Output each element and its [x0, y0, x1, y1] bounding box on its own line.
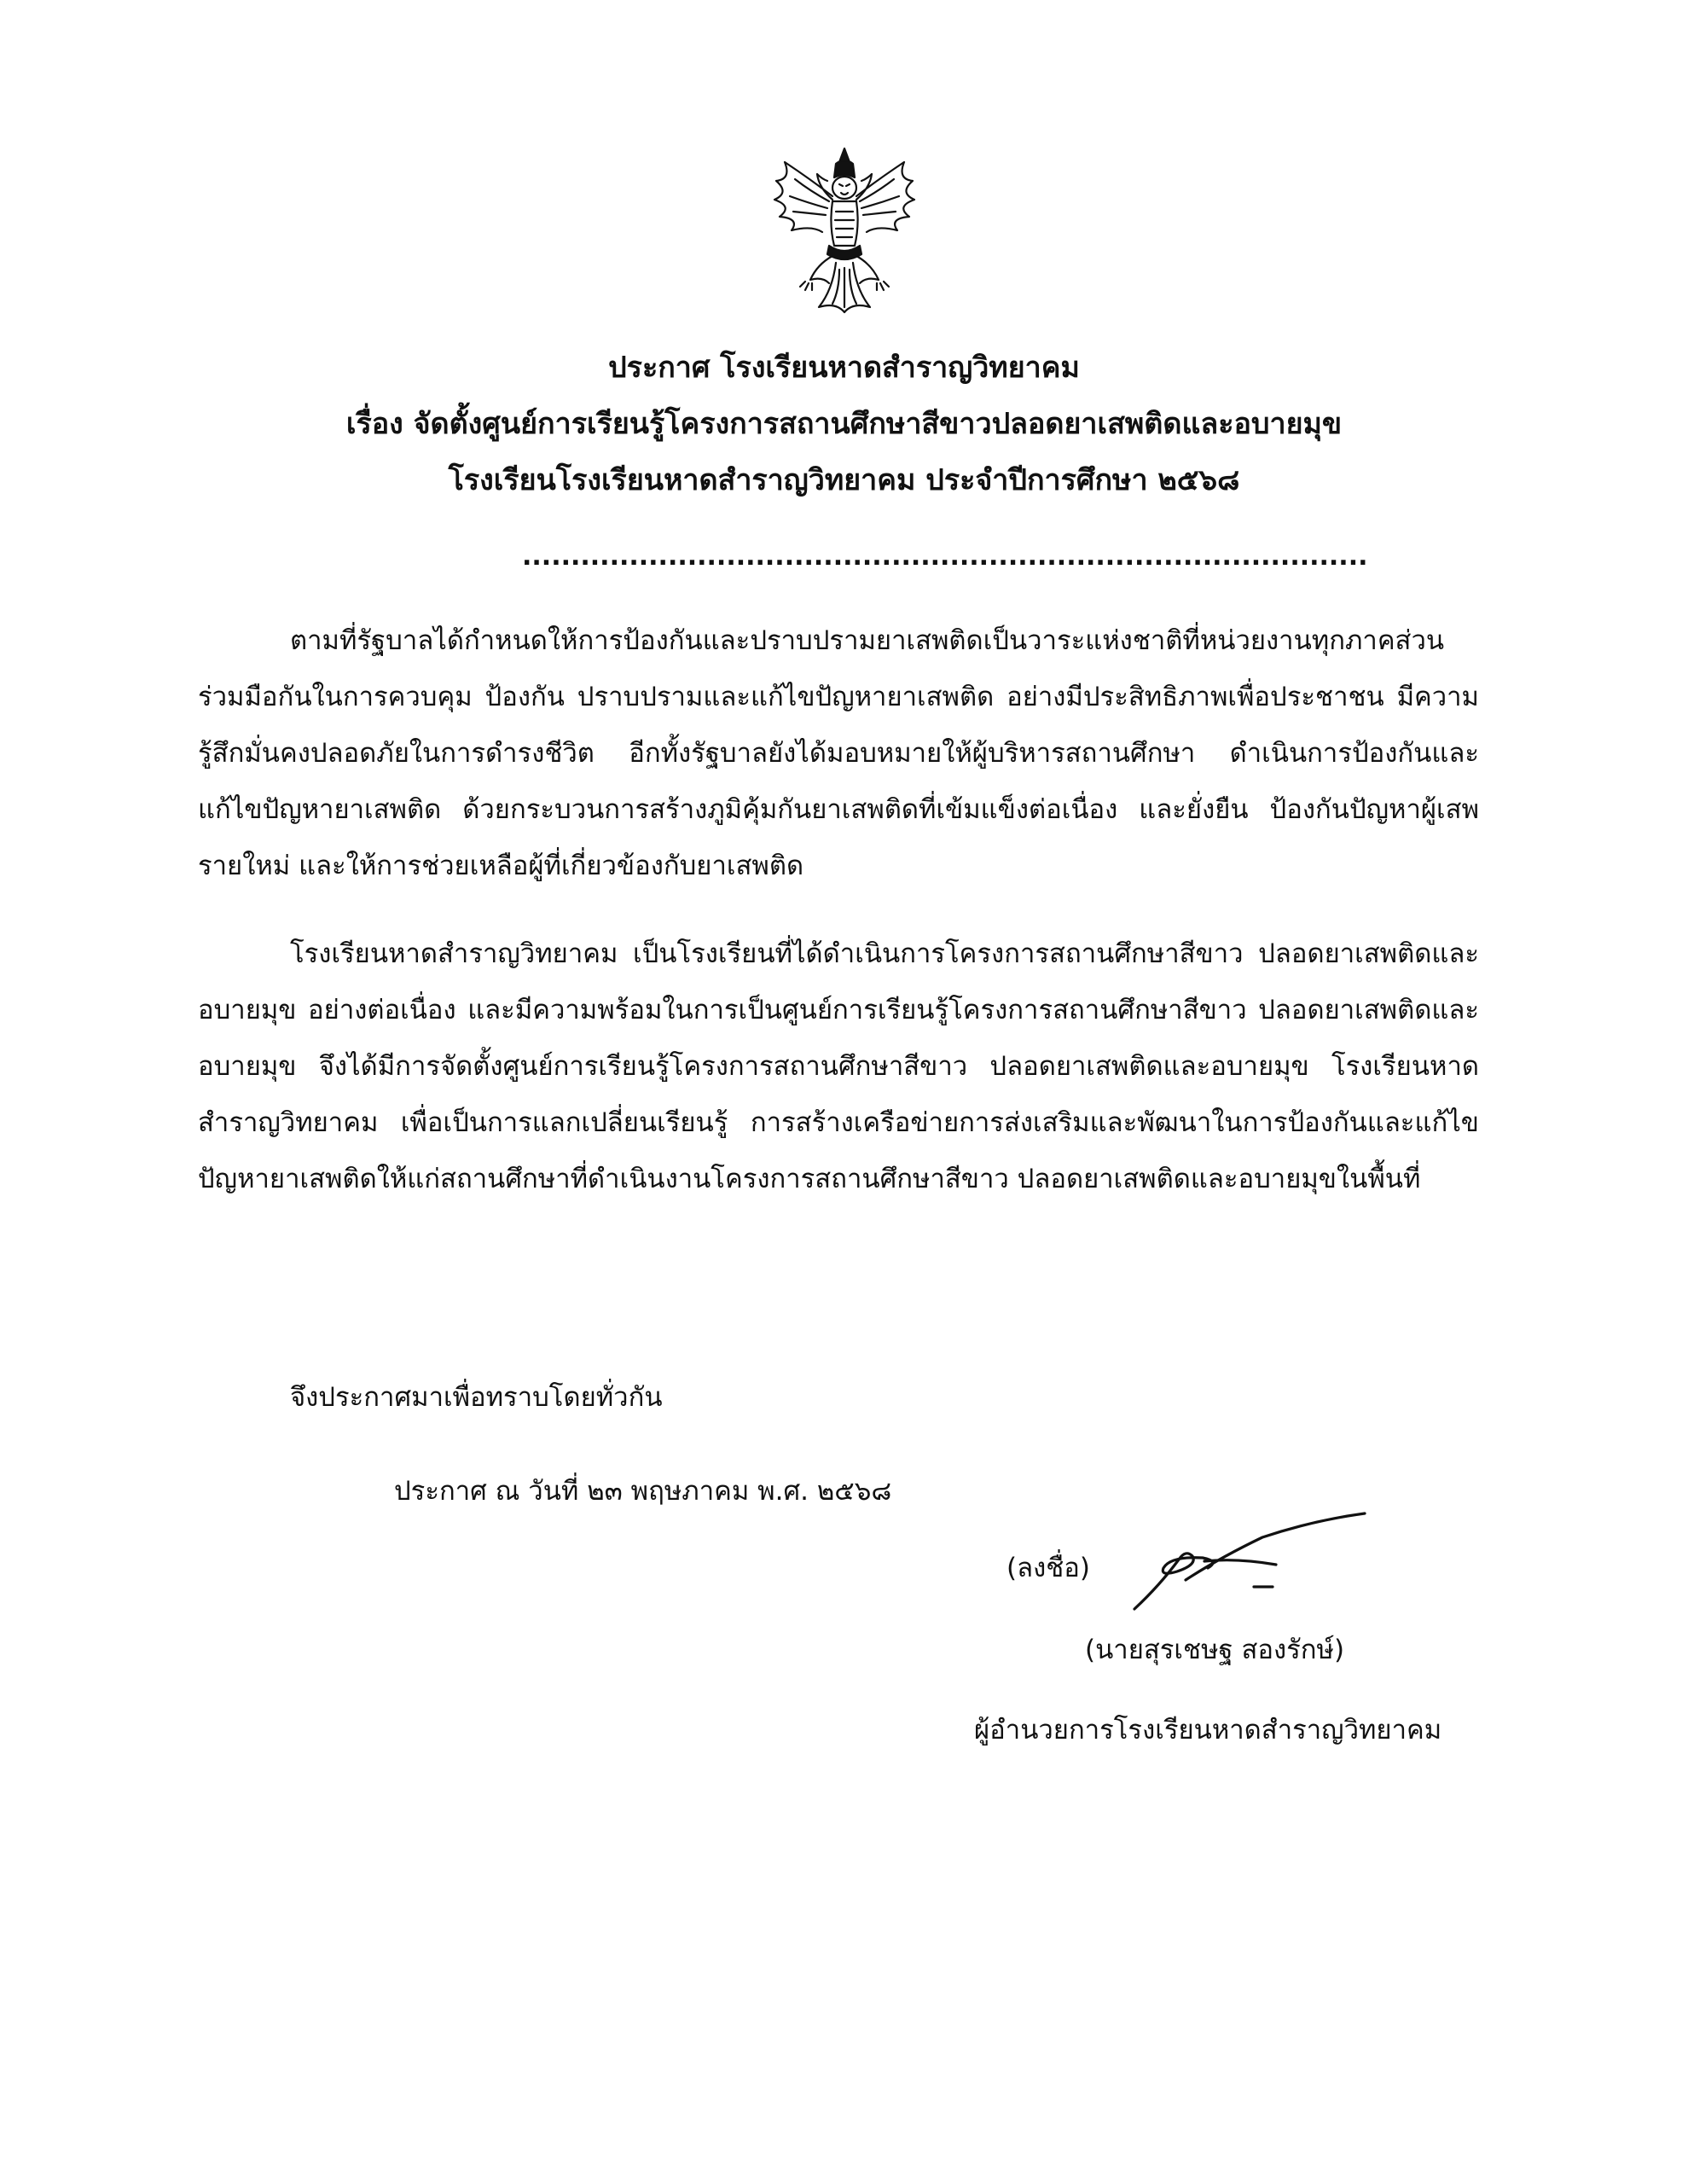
garuda-emblem-icon	[751, 136, 938, 324]
sign-label: (ลงชื่อ)	[1006, 1553, 1090, 1583]
closing-statement: จึงประกาศมาเพื่อทราบโดยทั่วกัน	[290, 1382, 663, 1413]
signer-position: ผู้อำนวยการโรงเรียนหาดสำราญวิทยาคม	[974, 1715, 1442, 1745]
title-line-2: เรื่อง จัดตั้งศูนย์การเรียนรู้โครงการสถานศึกษาสีขาวปลอดยาเสพติดและอบายมุข	[345, 407, 1343, 441]
body-paragraph-2: โรงเรียนหาดสำราญวิทยาคม เป็นโรงเรียนที่ได้ดำเนินการโครงการสถานศึกษาสีขาว ปลอดยาเสพติดและอบายมุข อย่างต่อเนื่อง และมีความพร้อมในการเป็นศูนย์การเรียนรู้โครงการสถานศึกษาสีขาว ปลอดยาเสพติดและอบายมุข จึงได้มีการจัดตั้งศูนย์การเรียนรู้โครงการสถานศึกษาสีขาว ปลอดยาเสพติดและอบายมุข โรงเรียนหาดสำราญวิทยาคม เพื่อเป็นการแลกเปลี่ยนเรียนรู้ การสร้างเครือข่ายการส่งเสริมและพัฒนาในการป้องกันและแก้ไขปัญหายาเสพติดให้แก่สถานศึกษาที่ดำเนินงานโครงการสถานศึกษาสีขาว ปลอดยาเสพติดและอบายมุขในพื้นที่	[198, 938, 1479, 1194]
body-paragraph-1: ตามที่รัฐบาลได้กำหนดให้การป้องกันและปราบปรามยาเสพติดเป็นวาระแห่งชาติที่หน่วยงานทุกภาคส่วนร่วมมือกันในการควบคุม ป้องกัน ปราบปรามและแก้ไขปัญหายาเสพติด อย่างมีประสิทธิภาพเพื่อประชาชน มีความรู้สึกมั่นคงปลอดภัยในการดำรงชีวิต อีกทั้งรัฐบาลยังได้มอบหมายให้ผู้บริหารสถานศึกษา ดำเนินการป้องกันและแก้ไขปัญหายาเสพติด ด้วยกระบวนการสร้างภูมิคุ้มกันยาเสพติดที่เข้มแข็งต่อเนื่อง และยั่งยืน ป้องกันปัญหาผู้เสพรายใหม่ และให้การช่วยเหลือผู้ที่เกี่ยวข้องกับยาเสพติด	[198, 625, 1479, 881]
title-line-3: โรงเรียนโรงเรียนหาดสำราญวิทยาคม ประจำปีการศึกษา ๒๕๖๘	[448, 463, 1240, 497]
title-separator: .......................................................................................	[522, 542, 1368, 572]
signer-name: (นายสุรเชษฐ สองรักษ์)	[1085, 1635, 1345, 1665]
announcement-date: ประกาศ ณ วันที่ ๒๓ พฤษภาคม พ.ศ. ๒๕๖๘	[394, 1476, 892, 1507]
announcement-title	[0, 340, 1688, 508]
handwritten-signature	[1126, 1508, 1382, 1619]
title-line-1: ประกาศ โรงเรียนหาดสำราญวิทยาคม	[608, 351, 1080, 385]
